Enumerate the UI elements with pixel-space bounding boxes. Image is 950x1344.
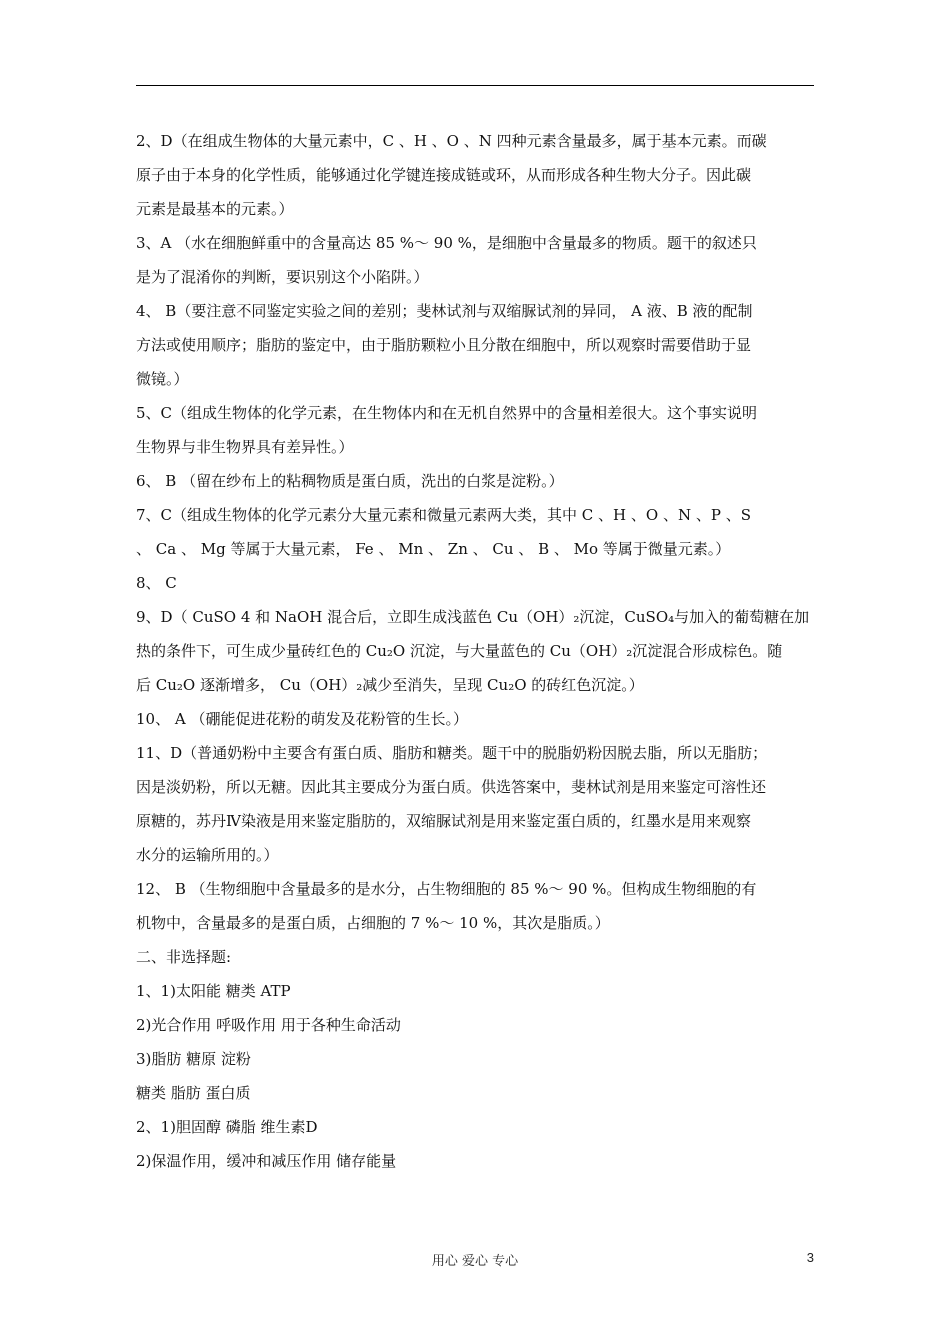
text-line: 9、D（ CuSO 4 和 NaOH 混合后，立即生成浅蓝色 Cu（OH）₂沉淀，CuSO₄与加入的葡萄糖在加 (136, 608, 810, 626)
document-body (136, 124, 814, 1178)
text-line: 生物界与非生物界具有差异性。） (136, 438, 354, 456)
text-line: 12、 B （生物细胞中含量最多的是水分，占生物细胞的 85 %～ 90 %。但构成生物细胞的有 (136, 880, 757, 898)
text-line: 因是淡奶粉，所以无糖。因此其主要成分为蛋白质。供选答案中，斐林试剂是用来鉴定可溶性还 (136, 778, 767, 796)
footer-motto: 用心 爱心 专心 (431, 1254, 519, 1269)
text-line: 后 Cu₂O 逐渐增多， Cu（OH）₂减少至消失，呈现 Cu₂O 的砖红色沉淀。） (136, 676, 644, 694)
text-line: 糖类 脂肪 蛋白质 (136, 1084, 251, 1102)
text-line: 10、 A （硼能促进花粉的萌发及花粉管的生长。） (136, 710, 468, 728)
text-line: 机物中，含量最多的是蛋白质，占细胞的 7 %～ 10 %，其次是脂质。） (136, 914, 610, 932)
text-line: 4、 B（要注意不同鉴定实验之间的差别；斐林试剂与双缩脲试剂的异同， A 液、B 液的配制 (136, 302, 753, 320)
text-line: 3)脂肪 糖原 淀粉 (136, 1050, 251, 1068)
text-line: 方法或使用顺序；脂肪的鉴定中，由于脂肪颗粒小且分散在细胞中，所以观察时需要借助于显 (136, 336, 752, 354)
text-line: 7、C（组成生物体的化学元素分大量元素和微量元素两大类，其中 C 、H 、O 、N 、P 、S (136, 506, 751, 524)
text-line: 2)光合作用 呼吸作用 用于各种生命活动 (136, 1016, 401, 1034)
text-line: 2)保温作用，缓冲和减压作用 储存能量 (136, 1152, 397, 1170)
text-line: 11、D（普通奶粉中主要含有蛋白质、脂肪和糖类。题干中的脱脂奶粉因脱去脂，所以无脂肪； (136, 744, 768, 762)
text-line: 5、C（组成生物体的化学元素，在生物体内和在无机自然界中的含量相差很大。这个事实说明 (136, 404, 758, 422)
text-line: 水分的运输所用的。） (136, 846, 279, 864)
page-number: 3 (806, 1250, 814, 1265)
text-line: 2、1)胆固醇 磷脂 维生素D (136, 1118, 318, 1136)
text-line: 原糖的，苏丹Ⅳ染液是用来鉴定脂肪的，双缩脲试剂是用来鉴定蛋白质的，红墨水是用来观察 (136, 812, 751, 830)
text-line: 6、 B （留在纱布上的粘稠物质是蛋白质，洗出的白浆是淀粉。） (136, 472, 564, 490)
text-line: 元素是最基本的元素。） (136, 200, 294, 218)
text-line: 原子由于本身的化学性质，能够通过化学键连接成链或环，从而形成各种生物大分子。因此碳 (136, 166, 752, 184)
text-line: 1、1)太阳能 糖类 ATP (136, 982, 291, 1000)
text-line: 、 Ca 、 Mg 等属于大量元素， Fe 、 Mn 、 Zn 、 Cu 、 B 、 Mo 等属于微量元素。） (136, 540, 731, 558)
text-line: 3、A （水在细胞鲜重中的含量高达 85 %～ 90 %，是细胞中含量最多的物质。题干的叙述只 (136, 234, 757, 252)
text-line: 是为了混淆你的判断，要识别这个小陷阱。） (136, 268, 429, 286)
text-line: 8、 C (136, 574, 177, 592)
text-line: 微镜。） (136, 370, 189, 388)
text-line: 二、非选择题: (136, 948, 232, 966)
text-line: 热的条件下，可生成少量砖红色的 Cu₂O 沉淀，与大量蓝色的 Cu（OH）₂沉淀混合形成棕色。随 (136, 642, 783, 660)
text-line: 2、D（在组成生物体的大量元素中，C 、H 、O 、N 四种元素含量最多，属于基本元素。而碳 (136, 132, 767, 150)
header-rule (136, 85, 814, 86)
